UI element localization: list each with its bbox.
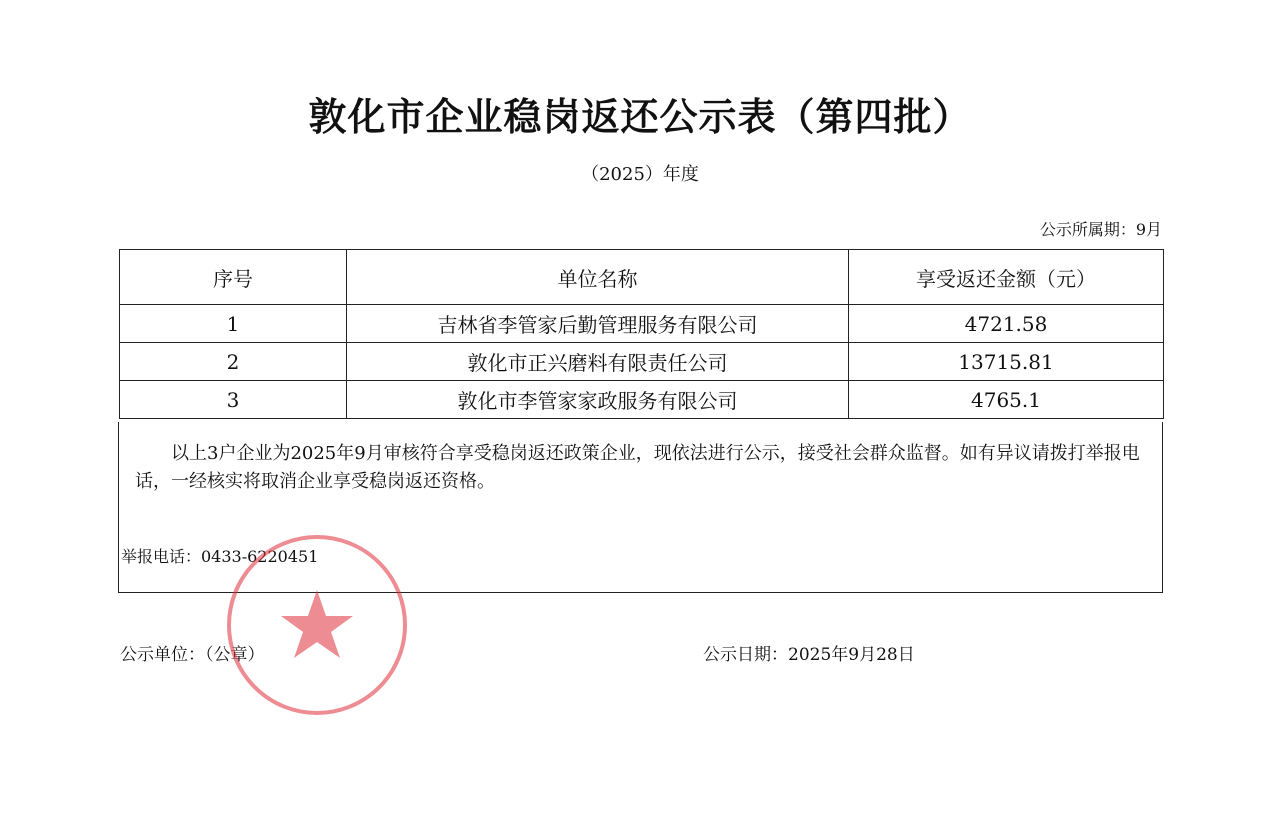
document-title: 敦化市企业稳岗返还公示表（第四批） bbox=[308, 95, 972, 139]
publisher-label: 公示单位：（公章） bbox=[120, 645, 265, 665]
row-amount: 4721.58 bbox=[849, 305, 1164, 343]
table-header-row bbox=[120, 250, 1164, 305]
row-amount: 13715.81 bbox=[849, 343, 1164, 381]
row-name: 吉林省李管家后勤管理服务有限公司 bbox=[347, 305, 849, 343]
header-no: 序号 bbox=[120, 250, 347, 305]
notice-text: 以上3户企业为2025年9月审核符合享受稳岗返还政策企业，现依法进行公示，接受社会群众监督。如有异议请拨打举报电话，一经核实将取消企业享受稳岗返还资格。 bbox=[135, 443, 1140, 492]
row-no: 1 bbox=[120, 305, 347, 343]
row-no: 3 bbox=[120, 381, 347, 419]
period-label: 公示所属期：9月 bbox=[1039, 220, 1162, 239]
row-no: 2 bbox=[120, 343, 347, 381]
year-line: （2025）年度 bbox=[581, 164, 699, 185]
table-row bbox=[120, 381, 1164, 419]
table-row bbox=[120, 305, 1164, 343]
header-amount: 享受返还金额（元） bbox=[849, 250, 1164, 305]
hotline-text: 举报电话：0433-6220451 bbox=[121, 547, 319, 566]
official-seal-icon bbox=[222, 530, 412, 720]
row-name: 敦化市李管家家政服务有限公司 bbox=[347, 381, 849, 419]
row-amount: 4765.1 bbox=[849, 381, 1164, 419]
row-name: 敦化市正兴磨料有限责任公司 bbox=[347, 343, 849, 381]
publish-date: 公示日期：2025年9月28日 bbox=[703, 645, 915, 665]
refund-table bbox=[119, 249, 1164, 419]
header-name: 单位名称 bbox=[347, 250, 849, 305]
table-row bbox=[120, 343, 1164, 381]
